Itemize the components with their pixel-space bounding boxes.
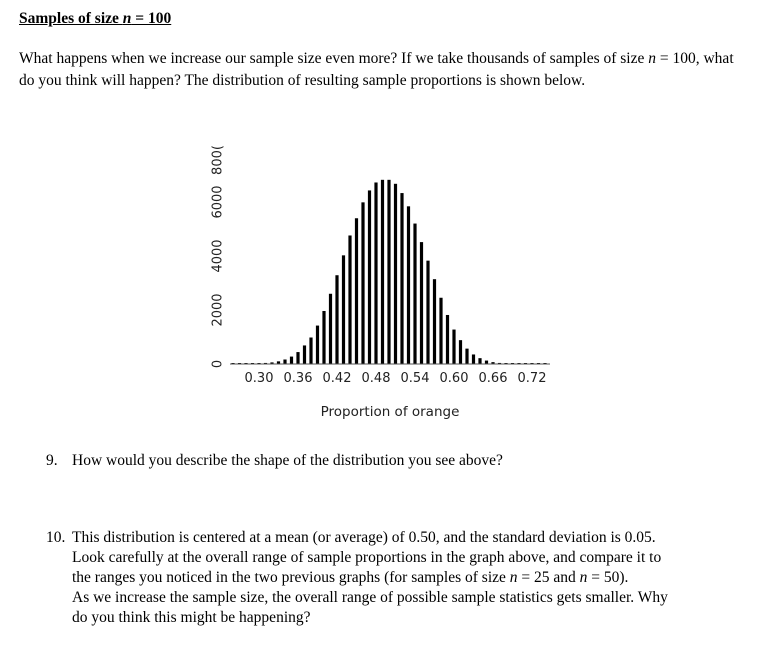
question-9 — [46, 451, 746, 473]
x-axis-label: Proportion of orange — [320, 404, 460, 420]
histogram-bar — [478, 358, 481, 364]
histogram-bar — [322, 311, 325, 364]
intro-part1: What happens when we increase our sample size even more? If we take thousands of samples of size — [19, 50, 649, 67]
question-10-line2: Look carefully at the overall range of sample proportions in the graph above, and compare it to — [72, 549, 662, 566]
x-tick-label: 0.66 — [478, 371, 508, 386]
y-tick-label: 800( — [210, 145, 226, 175]
histogram-bar — [387, 180, 390, 364]
question-10-line5: do you think this might be happening? — [72, 609, 311, 626]
histogram-bar — [316, 326, 319, 364]
histogram-bar — [329, 294, 332, 364]
histogram-bar — [485, 361, 488, 364]
x-tick-label: 0.60 — [439, 371, 469, 386]
histogram-bar — [459, 340, 462, 364]
q10-line3a: the ranges you noticed in the two previous graphs (for samples of size — [72, 569, 510, 586]
question-10 — [46, 528, 756, 628]
histogram-bars — [231, 180, 546, 364]
histogram-bar — [348, 235, 351, 364]
histogram-bar — [400, 193, 403, 364]
x-tick-label: 0.72 — [517, 371, 547, 386]
histogram-bar — [413, 224, 416, 364]
histogram-bar — [446, 315, 449, 364]
x-tick-label: 0.48 — [361, 371, 391, 386]
histogram-bar — [355, 218, 358, 364]
x-tick-labels — [245, 371, 547, 386]
histogram-bar — [381, 180, 384, 364]
histogram-bar — [407, 206, 410, 364]
histogram-bar — [368, 190, 371, 364]
q10-var2: n — [579, 569, 588, 586]
y-tick-label: 4000 — [210, 239, 226, 273]
heading-variable: n — [122, 10, 132, 27]
histogram-bar — [296, 352, 299, 364]
histogram-bar — [452, 330, 455, 364]
q10-var1: n — [509, 569, 518, 586]
y-tick-label: 2000 — [210, 293, 226, 327]
histogram-bar — [342, 255, 345, 364]
histogram-bar — [420, 242, 423, 364]
histogram-bar — [426, 261, 429, 364]
y-tick-label: 0 — [210, 359, 226, 369]
histogram-bar — [361, 202, 364, 364]
histogram-bar — [394, 184, 397, 364]
histogram-bar — [374, 182, 377, 364]
question-10-line4: As we increase the sample size, the overall range of possible sample statistics gets smaller. Why — [72, 589, 668, 606]
y-tick-labels — [211, 145, 226, 368]
histogram-bar — [472, 354, 475, 364]
histogram-bar — [283, 360, 286, 365]
heading-prefix: Samples of size — [19, 10, 123, 27]
heading-suffix: = 100 — [131, 10, 172, 27]
question-10-line3 — [72, 568, 752, 588]
question-10-number: 10. — [46, 529, 66, 546]
histogram-bar — [433, 279, 436, 364]
histogram-bar — [303, 345, 306, 364]
x-tick-label: 0.36 — [283, 371, 313, 386]
histogram-bar — [439, 298, 442, 364]
intro-part2: = 100, what do you think will happen? The distribution of resulting sample proportions is shown below. — [19, 50, 734, 89]
histogram-bar — [335, 275, 338, 364]
intro-variable: n — [648, 50, 656, 67]
q10-line3b: = 25 and — [517, 569, 580, 586]
histogram-bar — [465, 349, 468, 364]
histogram-bar — [290, 357, 293, 364]
x-tick-label: 0.54 — [400, 371, 430, 386]
question-9-number: 9. — [46, 452, 58, 469]
x-tick-label: 0.42 — [322, 371, 352, 386]
y-tick-label: 6000 — [210, 185, 226, 219]
question-10-line1: This distribution is centered at a mean (or average) of 0.50, and the standard deviation is 0.05. — [72, 529, 656, 546]
question-10-body — [72, 528, 752, 628]
q10-line3c: = 50). — [587, 569, 629, 586]
histogram-bar — [309, 338, 312, 365]
x-tick-label: 0.30 — [244, 371, 274, 386]
question-9-text: How would you describe the shape of the distribution you see above? — [72, 452, 503, 469]
